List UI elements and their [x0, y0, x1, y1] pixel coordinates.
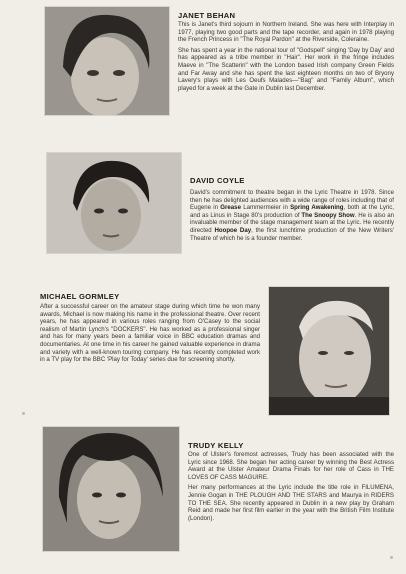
profile-name-michael-gormley: MICHAEL GORMLEY — [40, 292, 120, 301]
profile-name-david-coyle: DAVID COYLE — [190, 176, 245, 185]
michael-gormley-photo — [268, 286, 390, 416]
trudy-kelly-bio-paragraph-1: One of Ulster's foremost actresses, Trudy has been associated with the Lyric since 1968. She began her acting career by winning the Best Actress Award at the Ulster Amateur Drama Finals for her role of Cass in THE LOVES OF CASS MAGUIRE. — [188, 451, 394, 481]
profile-bio-janet-behan — [178, 21, 394, 95]
janet-behan-photo — [44, 6, 170, 116]
title-the-snoopy-show: The Snoopy Show — [301, 211, 355, 219]
profile-bio-david-coyle — [190, 189, 394, 245]
michael-gormley-bio-paragraph: After a successful career on the amateur stage during which time he won many awards, Michael is now making his name in the professional theatre. Over recent years, he has appeared in various roles ranging from O'Casey to the social realism of Martin Lynch's "DOCKERS". He has worked as a professional singer and has for many years been a familiar voice in BBC education dramas and documentaries. At one time in his career he gained valuable experience in drama and variety with a well-known touring company. He has recently completed work in a TV play for the BBC 'Play for Today' series due for screening shortly. — [40, 303, 260, 364]
profile-bio-michael-gormley — [40, 303, 260, 367]
janet-behan-bio-paragraph-1: This is Janet's third sojourn in Northern Ireland. She was here with Interplay in 1977, playing two good parts and the tape recorder, and again in 1978 playing the French Princess in "The Royal Pardon" at the Riverside, Coleraine. — [178, 21, 394, 44]
title-grease: Grease — [220, 204, 241, 212]
david-coyle-photo — [46, 152, 182, 254]
janet-behan-bio-paragraph-2: She has spent a year in the national tour of "Godspell" singing 'Day by Day' and has appeared as a tribe member in "Hair". Her work in the fringe includes Maeve in "The Scatterin" with the London based Irish company Green Fields and Far Away and she has spent the last eighteen months on two of Bryony Lavery's plays with Les Oeufs Malades—"Bag" and "Family Album", which played for a week at the Gate in Dublin last December. — [178, 46, 394, 92]
profile-name-trudy-kelly: TRUDY KELLY — [188, 441, 244, 450]
profile-name-janet-behan: JANET BEHAN — [178, 11, 236, 20]
title-hoopoe-day: Hoopoe Day — [214, 226, 252, 234]
title-spring-awakening: Spring Awakening — [290, 204, 344, 212]
page-blemish — [22, 412, 25, 415]
trudy-kelly-bio-paragraph-2: Her many performances at the Lyric include the title role in FILUMENA, Jennie Gogan in THE PLOUGH AND THE STARS and Maurya in RIDERS TO THE SEA. She recently appeared in Dublin in a new play by Graham Reid and made her first film earlier in the year with the British Film Institute (London). — [188, 484, 394, 522]
trudy-kelly-photo — [42, 426, 180, 552]
david-coyle-bio-paragraph: David's commitment to theatre began in the Lyric Theatre in 1978. Since then he has delighted audiences with a wide range of roles including that of Eugene in Grease Lammermeier in Spring Awakening, both at the Lyric, and as Linus in Stage 80's production of The Snoopy Show. He is also an invaluable member of the stage management team at the Lyric. He recently directed Hoopoe Day, the first lunchtime production of the New Writers' Theatre of which he is a founder member. — [190, 189, 395, 242]
profile-bio-trudy-kelly — [188, 451, 394, 525]
page-blemish — [390, 556, 393, 559]
